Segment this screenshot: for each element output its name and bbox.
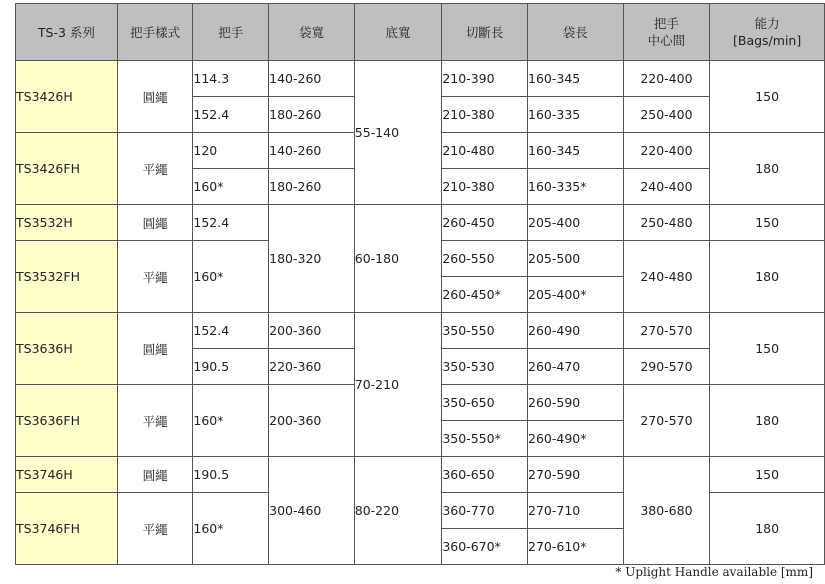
handle-cell: 190.5 (193, 349, 269, 385)
handle-cell: 120 (193, 133, 269, 169)
cut-length-cell: 210-380 (442, 97, 528, 133)
handle-center-cell: 250-480 (623, 205, 710, 241)
cut-length-cell: 360-650 (442, 457, 528, 493)
model-cell: TS3636FH (16, 385, 118, 457)
handle-cell: 160* (193, 493, 269, 565)
model-cell: TS3426H (16, 61, 118, 133)
handle-cell: 190.5 (193, 457, 269, 493)
bag-width-cell: 200-360 (269, 385, 355, 457)
col-header-handle-center: 把手 中心間 (623, 4, 710, 61)
bag-length-cell: 260-490 (528, 313, 624, 349)
handle-center-cell: 240-400 (623, 169, 710, 205)
bag-width-cell: 180-260 (269, 169, 355, 205)
bag-width-cell: 200-360 (269, 313, 355, 349)
bottom-width-cell: 70-210 (354, 313, 442, 457)
bag-length-cell: 260-470 (528, 349, 624, 385)
handle-center-cell: 220-400 (623, 61, 710, 97)
handle-style-cell: 圓繩 (117, 205, 193, 241)
col-header-handle: 把手 (193, 4, 269, 61)
handle-cell: 114.3 (193, 61, 269, 97)
model-cell: TS3532H (16, 205, 118, 241)
handle-style-cell: 圓繩 (117, 457, 193, 493)
capacity-cell: 180 (710, 241, 825, 313)
bag-width-cell: 140-260 (269, 133, 355, 169)
handle-center-cell: 290-570 (623, 349, 710, 385)
bottom-width-cell: 55-140 (354, 61, 442, 205)
cut-length-cell: 210-480 (442, 133, 528, 169)
handle-style-cell: 圓繩 (117, 313, 193, 385)
handle-center-cell: 270-570 (623, 385, 710, 457)
model-cell: TS3746H (16, 457, 118, 493)
handle-style-cell: 平繩 (117, 493, 193, 565)
cut-length-cell: 350-550 (442, 313, 528, 349)
bag-length-cell: 205-500 (528, 241, 624, 277)
bag-length-cell: 160-345 (528, 133, 624, 169)
capacity-cell: 150 (710, 457, 825, 493)
table-row (16, 205, 825, 241)
cut-length-cell: 350-550* (442, 421, 528, 457)
col-header-capacity: 能力 [Bags/min] (710, 4, 825, 61)
capacity-cell: 150 (710, 205, 825, 241)
handle-cell: 152.4 (193, 97, 269, 133)
table-row (16, 457, 825, 493)
col-header-handle-style: 把手樣式 (117, 4, 193, 61)
bag-length-cell: 270-710 (528, 493, 624, 529)
capacity-cell: 180 (710, 385, 825, 457)
handle-style-cell: 圓繩 (117, 61, 193, 133)
cut-length-cell: 350-530 (442, 349, 528, 385)
header-row (16, 4, 825, 61)
bag-length-cell: 160-345 (528, 61, 624, 97)
cut-length-cell: 260-450 (442, 205, 528, 241)
spec-table (15, 3, 825, 565)
cut-length-cell: 260-550 (442, 241, 528, 277)
table-row (16, 61, 825, 97)
model-cell: TS3746FH (16, 493, 118, 565)
col-header-bag-width: 袋寬 (269, 4, 355, 61)
cut-length-cell: 350-650 (442, 385, 528, 421)
cut-length-cell: 260-450* (442, 277, 528, 313)
model-cell: TS3636H (16, 313, 118, 385)
handle-cell: 152.4 (193, 313, 269, 349)
capacity-cell: 150 (710, 61, 825, 133)
handle-style-cell: 平繩 (117, 385, 193, 457)
bag-width-cell: 180-260 (269, 97, 355, 133)
footnote: * Uplight Handle available [mm] (615, 565, 813, 579)
cut-length-cell: 210-380 (442, 169, 528, 205)
handle-center-cell: 380-680 (623, 457, 710, 565)
cut-length-cell: 360-670* (442, 529, 528, 565)
capacity-cell: 150 (710, 313, 825, 385)
bag-length-cell: 260-490* (528, 421, 624, 457)
cut-length-cell: 360-770 (442, 493, 528, 529)
handle-cell: 152.4 (193, 205, 269, 241)
handle-cell: 160* (193, 169, 269, 205)
bag-length-cell: 205-400 (528, 205, 624, 241)
bag-length-cell: 160-335* (528, 169, 624, 205)
table-row (16, 313, 825, 349)
handle-cell: 160* (193, 241, 269, 313)
bag-width-cell: 300-460 (269, 457, 355, 565)
col-header-bottom-width: 底寬 (354, 4, 442, 61)
model-cell: TS3426FH (16, 133, 118, 205)
col-header-cut-length: 切斷長 (442, 4, 528, 61)
bottom-width-cell: 80-220 (354, 457, 442, 565)
bag-length-cell: 260-590 (528, 385, 624, 421)
col-header-series: TS-3 系列 (16, 4, 118, 61)
bag-width-cell: 220-360 (269, 349, 355, 385)
cut-length-cell: 210-390 (442, 61, 528, 97)
handle-center-cell: 270-570 (623, 313, 710, 349)
handle-style-cell: 平繩 (117, 241, 193, 313)
handle-center-cell: 250-400 (623, 97, 710, 133)
bag-length-cell: 270-590 (528, 457, 624, 493)
handle-cell: 160* (193, 385, 269, 457)
bag-width-cell: 180-320 (269, 205, 355, 313)
bag-length-cell: 270-610* (528, 529, 624, 565)
model-cell: TS3532FH (16, 241, 118, 313)
bottom-width-cell: 60-180 (354, 205, 442, 313)
bag-length-cell: 205-400* (528, 277, 624, 313)
handle-center-cell: 220-400 (623, 133, 710, 169)
capacity-cell: 180 (710, 133, 825, 205)
capacity-cell: 180 (710, 493, 825, 565)
bag-length-cell: 160-335 (528, 97, 624, 133)
col-header-bag-length: 袋長 (528, 4, 624, 61)
handle-center-cell: 240-480 (623, 241, 710, 313)
handle-style-cell: 平繩 (117, 133, 193, 205)
bag-width-cell: 140-260 (269, 61, 355, 97)
